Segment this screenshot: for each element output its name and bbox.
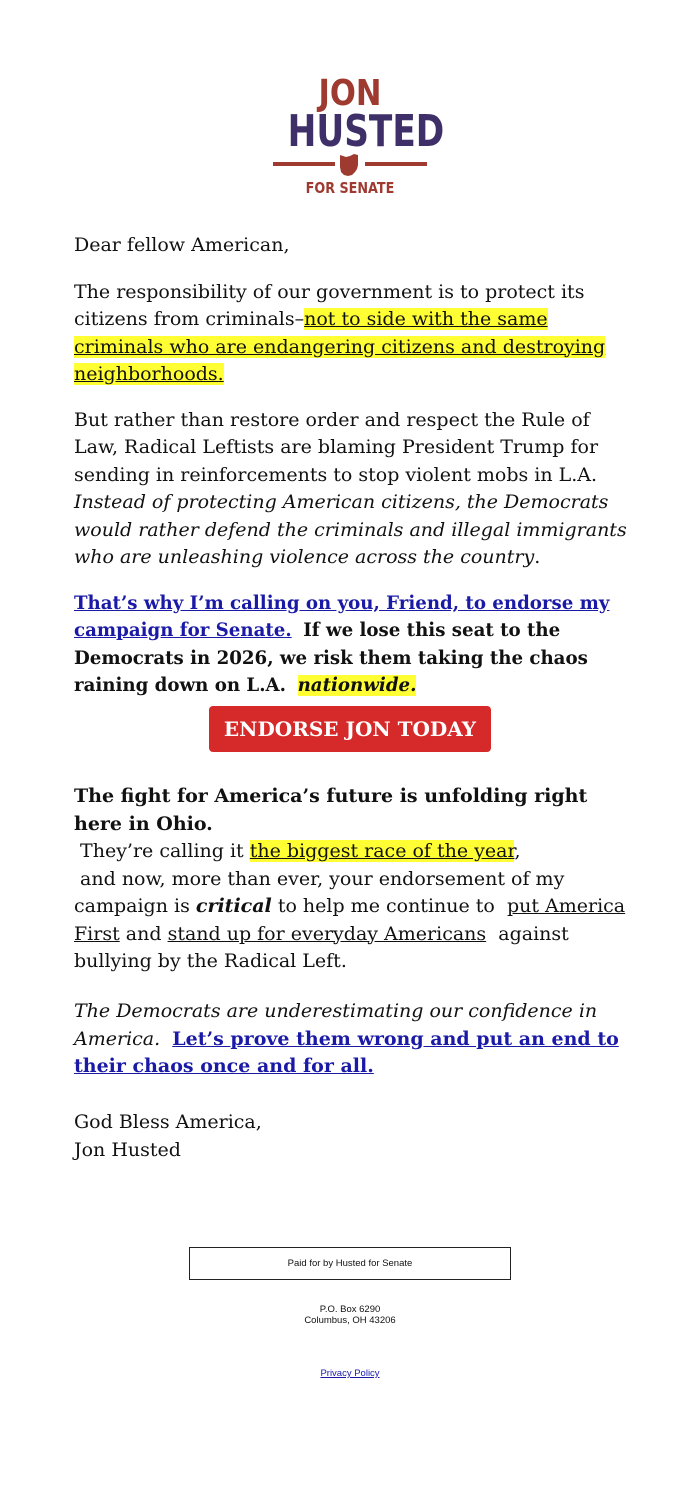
paragraph-3-bold: If we lose this seat to the Democrats in 2026, we risk them taking the chaos raining down on L.A. xyxy=(74,620,588,696)
paragraph-2 xyxy=(74,407,634,572)
logo-husted-text: HUSTED xyxy=(287,106,445,157)
stand-up-underline: stand up for everyday Americans xyxy=(167,922,487,945)
paragraph-4-line2 xyxy=(74,838,634,866)
paragraph-5-text xyxy=(74,998,634,1081)
critical-emphasis: critical xyxy=(195,895,272,917)
logo-line-left xyxy=(273,162,335,166)
paragraph-4-line3-pre: and now, more than ever, your endorsement of my campaign is xyxy=(74,867,565,917)
paragraph-2-end: . xyxy=(534,546,541,568)
letter-body xyxy=(74,232,634,718)
paragraph-2-italic: Instead of protecting American citizens, the Democrats would rather defend the criminals and illegal immigrants who are unleashing violence across the country xyxy=(74,491,627,568)
endorse-jon-button[interactable]: ENDORSE JON TODAY xyxy=(209,706,491,752)
greeting: Dear fellow American, xyxy=(74,234,290,256)
prove-them-wrong-link[interactable]: Let’s prove them wrong and put an end to their chaos once and for all. xyxy=(74,1027,619,1077)
put-america-first-underline: put America First xyxy=(74,895,626,945)
paragraph-5 xyxy=(74,998,634,1081)
paragraph-4-bold: The fight for America’s future is unfolding right here in Ohio. xyxy=(74,785,588,835)
biggest-race-highlight: the biggest race of the year xyxy=(249,840,515,862)
paragraph-5-italic: The Democrats are underestimating our confidence in America. xyxy=(74,1000,598,1050)
privacy-policy-link[interactable]: Privacy Policy xyxy=(320,1368,380,1379)
paragraph-4 xyxy=(74,783,634,976)
signoff xyxy=(74,1108,634,1164)
signature: Jon Husted xyxy=(74,1139,181,1161)
address-line-2: Columbus, OH 43206 xyxy=(304,1315,396,1326)
paid-for-disclaimer: Paid for by Husted for Senate xyxy=(189,1247,511,1280)
paragraph-1 xyxy=(74,279,634,389)
ohio-state-icon xyxy=(338,153,360,177)
paragraph-4-and: and xyxy=(125,922,162,945)
paragraph-1-text: The responsibility of our government is to protect its citizens from criminals– xyxy=(74,280,585,330)
mailing-address xyxy=(200,1304,500,1326)
paragraph-4-line2-post: , xyxy=(514,840,521,862)
paragraph-4-line2-pre: They’re calling it xyxy=(80,840,244,862)
logo-line-right xyxy=(365,162,427,166)
paragraph-3 xyxy=(74,590,634,700)
closing: God Bless America, xyxy=(74,1111,262,1133)
cta-container xyxy=(209,706,491,752)
endorse-campaign-link[interactable]: That’s why I’m calling on you, Friend, to endorse my campaign for Senate. xyxy=(74,592,610,641)
logo-divider xyxy=(270,156,430,178)
paragraph-4-line3 xyxy=(74,866,634,976)
address-line-1: P.O. Box 6290 xyxy=(319,1304,381,1315)
paragraph-1-highlight: not to side with the same criminals who are endangering citizens and destroying neighborhoods. xyxy=(74,308,606,385)
logo-jon-text: JON xyxy=(318,73,382,114)
paragraph-2-text: But rather than restore order and respect the Rule of Law, Radical Leftists are blaming President Trump for sending in reinforcements to stop violent mobs in L.A. xyxy=(74,408,599,486)
privacy-container xyxy=(250,1368,450,1380)
paragraph-4-line3-post: against bullying by the Radical Left. xyxy=(74,922,569,972)
campaign-logo xyxy=(270,73,445,200)
logo-for-senate-text: FOR SENATE xyxy=(305,179,395,197)
paragraph-3-highlight: nationwide. xyxy=(297,675,417,696)
paragraph-4-line3-mid: to help me continue to xyxy=(277,895,495,917)
